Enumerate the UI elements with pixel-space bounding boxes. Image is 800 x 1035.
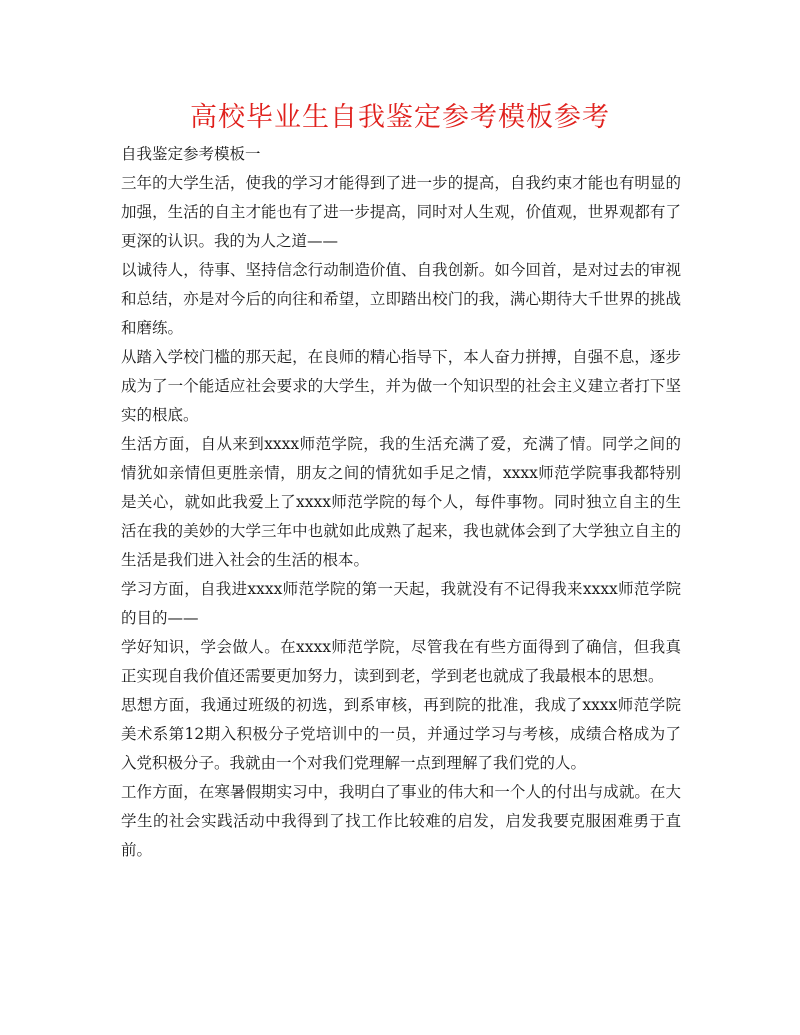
paragraph: 生活方面，自从来到xxxx师范学院，我的生活充满了爱，充满了情。同学之间的情犹如亲情但更胜亲情，朋友之间的情犹如手足之情，xxxx师范学院事我都特别是关心，就如此我爱上了xxxx师范学院的每个人，每件事物。同时独立自主的生活在我的美妙的大学三年中也就如此成熟了起来，我也就体会到了大学独立自主的生活是我们进入社会的生活的根本。 — [121, 435, 681, 569]
paragraph: 从踏入学校门槛的那天起，在良师的精心指导下，本人奋力拼搏，自强不息，逐步成为了一个能适应社会要求的大学生，并为做一个知识型的社会主义建立者打下坚实的根底。 — [121, 348, 681, 424]
document-title: 高校毕业生自我鉴定参考模板参考 — [190, 102, 610, 133]
paragraph-heading: 自我鉴定参考模板一 — [121, 145, 261, 163]
paragraph: 学习方面，自我进xxxx师范学院的第一天起，我就没有不记得我来xxxx师范学院的目的—— — [121, 580, 681, 627]
paragraph: 学好知识，学会做人。在xxxx师范学院，尽管我在有些方面得到了确信，但我真正实现自我价值还需要更加努力，读到到老，学到老也就成了我最根本的思想。 — [121, 638, 681, 685]
paragraph: 工作方面，在寒暑假期实习中，我明白了事业的伟大和一个人的付出与成就。在大学生的社会实践活动中我得到了找工作比较难的启发，启发我要克服困难勇于直前。 — [121, 783, 681, 859]
paragraph: 三年的大学生活，使我的学习才能得到了进一步的提高，自我约束才能也有明显的加强，生活的自主才能也有了进一步提高，同时对人生观，价值观，世界观都有了更深的认识。我的为人之道—— — [121, 174, 681, 250]
paragraph: 思想方面，我通过班级的初选，到系审核，再到院的批准，我成了xxxx师范学院美术系第12期入积极分子党培训中的一员，并通过学习与考核，成绩合格成为了入党积极分子。我就由一个对我们党理解一点到理解了我们党的人。 — [121, 696, 681, 772]
document-body — [121, 140, 681, 865]
paragraph: 以诚待人，待事、坚持信念行动制造价值、自我创新。如今回首，是对过去的审视和总结，亦是对今后的向往和希望，立即踏出校门的我，满心期待大千世界的挑战和磨练。 — [121, 261, 681, 337]
